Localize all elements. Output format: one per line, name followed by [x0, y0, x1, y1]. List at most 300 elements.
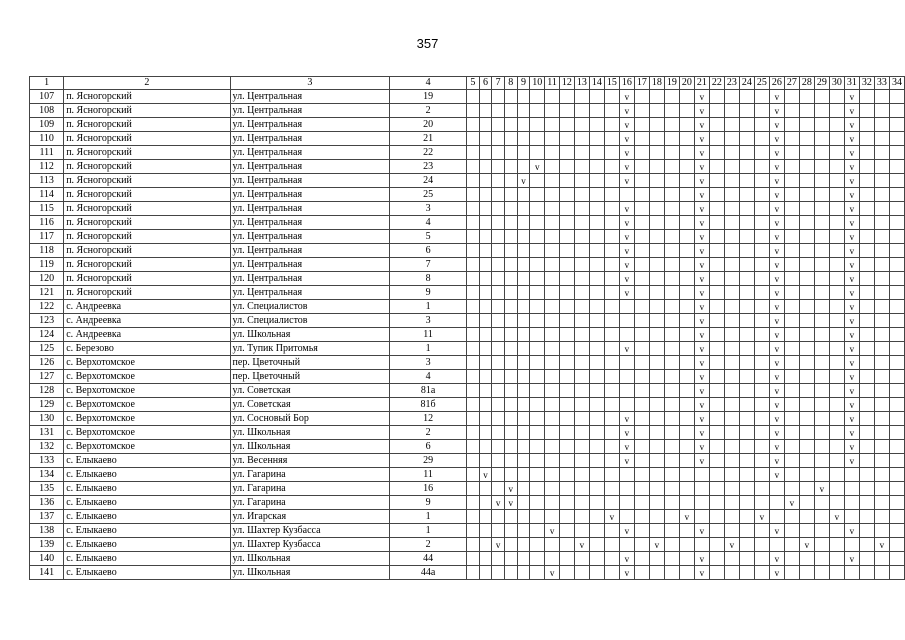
- empty-cell: [739, 566, 754, 580]
- check-mark: v: [769, 118, 784, 132]
- empty-cell: [679, 356, 694, 370]
- empty-cell: [799, 202, 814, 216]
- empty-cell: [739, 160, 754, 174]
- empty-cell: [829, 258, 844, 272]
- empty-cell: [504, 314, 517, 328]
- check-mark: v: [619, 146, 634, 160]
- empty-cell: [679, 174, 694, 188]
- empty-cell: [724, 188, 739, 202]
- empty-cell: [889, 552, 904, 566]
- empty-cell: [517, 160, 530, 174]
- check-mark: v: [619, 566, 634, 580]
- empty-cell: [517, 314, 530, 328]
- settlement-cell: п. Ясногорский: [64, 286, 230, 300]
- empty-cell: [619, 496, 634, 510]
- table-row: [30, 286, 905, 300]
- empty-cell: [589, 440, 604, 454]
- empty-cell: [739, 90, 754, 104]
- check-mark: v: [694, 552, 709, 566]
- settlement-cell: с. Елыкаево: [64, 566, 230, 580]
- empty-cell: [694, 468, 709, 482]
- row-number: 136: [30, 496, 64, 510]
- empty-cell: [545, 370, 560, 384]
- empty-cell: [634, 328, 649, 342]
- empty-cell: [504, 384, 517, 398]
- empty-cell: [559, 272, 574, 286]
- row-number: 122: [30, 300, 64, 314]
- empty-cell: [829, 160, 844, 174]
- check-mark: v: [694, 146, 709, 160]
- empty-cell: [754, 258, 769, 272]
- empty-cell: [504, 258, 517, 272]
- empty-cell: [589, 510, 604, 524]
- empty-cell: [784, 272, 799, 286]
- empty-cell: [530, 230, 545, 244]
- empty-cell: [467, 538, 480, 552]
- empty-cell: [679, 146, 694, 160]
- empty-cell: [679, 552, 694, 566]
- settlement-cell: с. Верхотомское: [64, 440, 230, 454]
- empty-cell: [664, 230, 679, 244]
- empty-cell: [504, 216, 517, 230]
- empty-cell: [649, 454, 664, 468]
- empty-cell: [545, 342, 560, 356]
- empty-cell: [859, 468, 874, 482]
- settlement-cell: с. Андреевка: [64, 328, 230, 342]
- empty-cell: [545, 496, 560, 510]
- empty-cell: [784, 454, 799, 468]
- column-header: 25: [754, 77, 769, 90]
- check-mark: v: [694, 566, 709, 580]
- empty-cell: [589, 188, 604, 202]
- settlement-cell: с. Андреевка: [64, 300, 230, 314]
- empty-cell: [634, 188, 649, 202]
- column-header: 18: [649, 77, 664, 90]
- empty-cell: [874, 342, 889, 356]
- empty-cell: [530, 524, 545, 538]
- column-header: 16: [619, 77, 634, 90]
- empty-cell: [619, 468, 634, 482]
- empty-cell: [649, 258, 664, 272]
- empty-cell: [530, 118, 545, 132]
- empty-cell: [649, 552, 664, 566]
- empty-cell: [874, 398, 889, 412]
- check-mark: v: [844, 286, 859, 300]
- empty-cell: [649, 230, 664, 244]
- empty-cell: [574, 384, 589, 398]
- empty-cell: [829, 146, 844, 160]
- empty-cell: [559, 132, 574, 146]
- empty-cell: [784, 188, 799, 202]
- empty-cell: [709, 132, 724, 146]
- empty-cell: [784, 384, 799, 398]
- empty-cell: [574, 230, 589, 244]
- empty-cell: [709, 440, 724, 454]
- check-mark: v: [504, 496, 517, 510]
- row-number: 107: [30, 90, 64, 104]
- empty-cell: [664, 412, 679, 426]
- empty-cell: [574, 454, 589, 468]
- empty-cell: [754, 482, 769, 496]
- empty-cell: [517, 384, 530, 398]
- column-header: 6: [479, 77, 492, 90]
- empty-cell: [574, 118, 589, 132]
- empty-cell: [649, 426, 664, 440]
- empty-cell: [829, 566, 844, 580]
- empty-cell: [829, 538, 844, 552]
- empty-cell: [467, 300, 480, 314]
- check-mark: v: [694, 286, 709, 300]
- check-mark: v: [694, 202, 709, 216]
- column-header: 23: [724, 77, 739, 90]
- empty-cell: [649, 342, 664, 356]
- table-row: [30, 174, 905, 188]
- empty-cell: [604, 230, 619, 244]
- table-row: [30, 90, 905, 104]
- empty-cell: [517, 258, 530, 272]
- check-mark: v: [844, 90, 859, 104]
- empty-cell: [814, 300, 829, 314]
- check-mark: v: [844, 132, 859, 146]
- empty-cell: [634, 272, 649, 286]
- empty-cell: [739, 552, 754, 566]
- empty-cell: [709, 412, 724, 426]
- empty-cell: [649, 202, 664, 216]
- empty-cell: [739, 524, 754, 538]
- empty-cell: [467, 160, 480, 174]
- row-number: 117: [30, 230, 64, 244]
- empty-cell: [604, 370, 619, 384]
- empty-cell: [467, 440, 480, 454]
- empty-cell: [530, 272, 545, 286]
- check-mark: v: [619, 342, 634, 356]
- empty-cell: [889, 510, 904, 524]
- empty-cell: [589, 328, 604, 342]
- empty-cell: [829, 426, 844, 440]
- check-mark: v: [619, 524, 634, 538]
- empty-cell: [504, 118, 517, 132]
- empty-cell: [829, 244, 844, 258]
- empty-cell: [889, 524, 904, 538]
- empty-cell: [530, 104, 545, 118]
- empty-cell: [829, 440, 844, 454]
- empty-cell: [517, 188, 530, 202]
- empty-cell: [799, 552, 814, 566]
- empty-cell: [589, 384, 604, 398]
- empty-cell: [889, 188, 904, 202]
- empty-cell: [739, 188, 754, 202]
- empty-cell: [530, 552, 545, 566]
- empty-cell: [589, 216, 604, 230]
- empty-cell: [859, 230, 874, 244]
- empty-cell: [664, 90, 679, 104]
- row-number: 112: [30, 160, 64, 174]
- empty-cell: [574, 328, 589, 342]
- empty-cell: [530, 146, 545, 160]
- empty-cell: [530, 482, 545, 496]
- empty-cell: [479, 384, 492, 398]
- empty-cell: [517, 524, 530, 538]
- empty-cell: [874, 496, 889, 510]
- empty-cell: [604, 398, 619, 412]
- empty-cell: [559, 300, 574, 314]
- empty-cell: [799, 174, 814, 188]
- empty-cell: [517, 496, 530, 510]
- empty-cell: [799, 510, 814, 524]
- empty-cell: [664, 482, 679, 496]
- house-number-cell: 22: [390, 146, 467, 160]
- empty-cell: [467, 510, 480, 524]
- empty-cell: [574, 244, 589, 258]
- street-cell: ул. Весенняя: [230, 454, 390, 468]
- check-mark: v: [694, 272, 709, 286]
- empty-cell: [724, 524, 739, 538]
- street-cell: ул. Центральная: [230, 286, 390, 300]
- row-number: 126: [30, 356, 64, 370]
- empty-cell: [859, 454, 874, 468]
- row-number: 115: [30, 202, 64, 216]
- empty-cell: [754, 412, 769, 426]
- empty-cell: [545, 426, 560, 440]
- empty-cell: [649, 468, 664, 482]
- empty-cell: [467, 258, 480, 272]
- street-cell: ул. Игарская: [230, 510, 390, 524]
- empty-cell: [574, 496, 589, 510]
- empty-cell: [754, 230, 769, 244]
- empty-cell: [559, 426, 574, 440]
- street-cell: ул. Школьная: [230, 552, 390, 566]
- check-mark: v: [545, 566, 560, 580]
- empty-cell: [504, 244, 517, 258]
- empty-cell: [874, 160, 889, 174]
- empty-cell: [530, 454, 545, 468]
- empty-cell: [709, 370, 724, 384]
- empty-cell: [799, 482, 814, 496]
- row-number: 111: [30, 146, 64, 160]
- empty-cell: [784, 426, 799, 440]
- empty-cell: [739, 342, 754, 356]
- check-mark: v: [769, 188, 784, 202]
- table-row: [30, 524, 905, 538]
- empty-cell: [844, 496, 859, 510]
- empty-cell: [604, 412, 619, 426]
- empty-cell: [479, 496, 492, 510]
- empty-cell: [889, 286, 904, 300]
- check-mark: v: [754, 510, 769, 524]
- street-cell: ул. Советская: [230, 384, 390, 398]
- empty-cell: [694, 496, 709, 510]
- empty-cell: [634, 566, 649, 580]
- empty-cell: [604, 524, 619, 538]
- empty-cell: [829, 216, 844, 230]
- empty-cell: [709, 188, 724, 202]
- empty-cell: [479, 370, 492, 384]
- empty-cell: [492, 272, 505, 286]
- column-header: 12: [559, 77, 574, 90]
- empty-cell: [679, 286, 694, 300]
- empty-cell: [679, 216, 694, 230]
- check-mark: v: [829, 510, 844, 524]
- empty-cell: [874, 258, 889, 272]
- empty-cell: [739, 398, 754, 412]
- empty-cell: [724, 286, 739, 300]
- empty-cell: [467, 426, 480, 440]
- check-mark: v: [504, 482, 517, 496]
- empty-cell: [492, 370, 505, 384]
- table-row: [30, 258, 905, 272]
- empty-cell: [467, 468, 480, 482]
- column-header: 9: [517, 77, 530, 90]
- empty-cell: [754, 468, 769, 482]
- empty-cell: [874, 384, 889, 398]
- empty-cell: [559, 510, 574, 524]
- empty-cell: [784, 552, 799, 566]
- column-header: 11: [545, 77, 560, 90]
- empty-cell: [874, 146, 889, 160]
- check-mark: v: [574, 538, 589, 552]
- street-cell: ул. Центральная: [230, 104, 390, 118]
- empty-cell: [829, 328, 844, 342]
- empty-cell: [664, 202, 679, 216]
- empty-cell: [492, 118, 505, 132]
- empty-cell: [784, 356, 799, 370]
- check-mark: v: [619, 216, 634, 230]
- check-mark: v: [769, 342, 784, 356]
- empty-cell: [604, 314, 619, 328]
- column-header: 13: [574, 77, 589, 90]
- empty-cell: [814, 356, 829, 370]
- empty-cell: [545, 440, 560, 454]
- settlement-cell: с. Березово: [64, 342, 230, 356]
- empty-cell: [574, 258, 589, 272]
- check-mark: v: [844, 342, 859, 356]
- empty-cell: [589, 454, 604, 468]
- empty-cell: [589, 314, 604, 328]
- check-mark: v: [619, 440, 634, 454]
- empty-cell: [859, 552, 874, 566]
- table-row: [30, 426, 905, 440]
- empty-cell: [649, 566, 664, 580]
- empty-cell: [479, 104, 492, 118]
- house-number-cell: 8: [390, 272, 467, 286]
- empty-cell: [679, 258, 694, 272]
- empty-cell: [724, 104, 739, 118]
- empty-cell: [889, 104, 904, 118]
- empty-cell: [649, 328, 664, 342]
- empty-cell: [724, 328, 739, 342]
- check-mark: v: [679, 510, 694, 524]
- empty-cell: [679, 90, 694, 104]
- settlement-cell: п. Ясногорский: [64, 202, 230, 216]
- street-cell: ул. Специалистов: [230, 314, 390, 328]
- empty-cell: [889, 496, 904, 510]
- empty-cell: [799, 328, 814, 342]
- check-mark: v: [769, 384, 784, 398]
- empty-cell: [559, 118, 574, 132]
- empty-cell: [679, 118, 694, 132]
- check-mark: v: [604, 510, 619, 524]
- empty-cell: [504, 132, 517, 146]
- table-row: [30, 300, 905, 314]
- empty-cell: [664, 538, 679, 552]
- check-mark: v: [844, 258, 859, 272]
- empty-cell: [664, 496, 679, 510]
- row-number: 135: [30, 482, 64, 496]
- street-cell: ул. Школьная: [230, 566, 390, 580]
- register-table: [29, 76, 905, 580]
- empty-cell: [634, 496, 649, 510]
- empty-cell: [492, 384, 505, 398]
- house-number-cell: 1: [390, 342, 467, 356]
- empty-cell: [739, 258, 754, 272]
- empty-cell: [754, 356, 769, 370]
- empty-cell: [799, 342, 814, 356]
- empty-cell: [814, 496, 829, 510]
- empty-cell: [784, 174, 799, 188]
- check-mark: v: [844, 328, 859, 342]
- empty-cell: [559, 496, 574, 510]
- empty-cell: [874, 524, 889, 538]
- empty-cell: [724, 202, 739, 216]
- empty-cell: [799, 244, 814, 258]
- settlement-cell: с. Андреевка: [64, 314, 230, 328]
- empty-cell: [739, 412, 754, 426]
- empty-cell: [814, 258, 829, 272]
- empty-cell: [889, 314, 904, 328]
- row-number: 108: [30, 104, 64, 118]
- check-mark: v: [769, 454, 784, 468]
- empty-cell: [649, 132, 664, 146]
- empty-cell: [709, 216, 724, 230]
- empty-cell: [709, 202, 724, 216]
- street-cell: ул. Центральная: [230, 188, 390, 202]
- check-mark: v: [619, 160, 634, 174]
- empty-cell: [859, 258, 874, 272]
- row-number: 120: [30, 272, 64, 286]
- empty-cell: [859, 412, 874, 426]
- empty-cell: [724, 440, 739, 454]
- check-mark: v: [769, 146, 784, 160]
- empty-cell: [634, 482, 649, 496]
- empty-cell: [754, 454, 769, 468]
- empty-cell: [559, 440, 574, 454]
- empty-cell: [574, 524, 589, 538]
- empty-cell: [559, 160, 574, 174]
- empty-cell: [814, 174, 829, 188]
- check-mark: v: [844, 412, 859, 426]
- empty-cell: [604, 202, 619, 216]
- empty-cell: [784, 538, 799, 552]
- empty-cell: [679, 244, 694, 258]
- empty-cell: [889, 216, 904, 230]
- empty-cell: [859, 482, 874, 496]
- empty-cell: [530, 202, 545, 216]
- empty-cell: [709, 524, 724, 538]
- settlement-cell: с. Елыкаево: [64, 552, 230, 566]
- settlement-cell: с. Верхотомское: [64, 356, 230, 370]
- row-number: 113: [30, 174, 64, 188]
- settlement-cell: п. Ясногорский: [64, 90, 230, 104]
- empty-cell: [504, 454, 517, 468]
- empty-cell: [479, 398, 492, 412]
- empty-cell: [889, 440, 904, 454]
- row-number: 109: [30, 118, 64, 132]
- empty-cell: [784, 412, 799, 426]
- check-mark: v: [694, 160, 709, 174]
- empty-cell: [504, 538, 517, 552]
- empty-cell: [799, 146, 814, 160]
- empty-cell: [504, 370, 517, 384]
